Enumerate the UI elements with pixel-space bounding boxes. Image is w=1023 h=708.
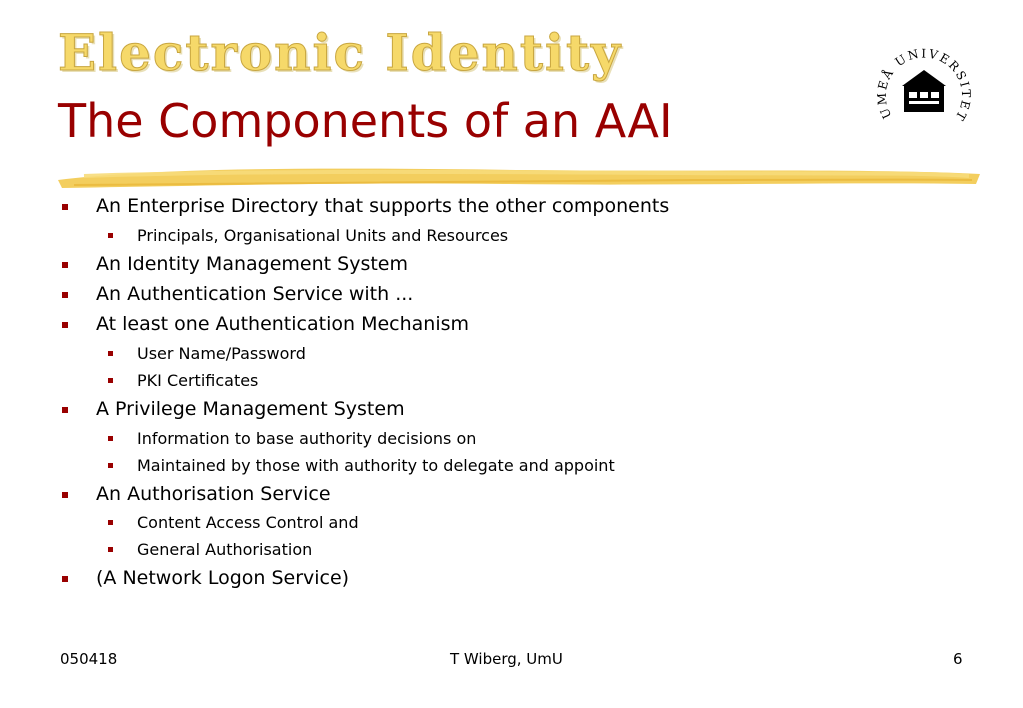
- square-bullet-icon: [62, 262, 68, 268]
- square-bullet-icon: [108, 436, 113, 441]
- square-bullet-icon: [108, 547, 113, 552]
- slide-title: The Components of an AAI: [58, 94, 673, 148]
- square-bullet-icon: [108, 463, 113, 468]
- square-bullet-icon: [108, 378, 113, 383]
- square-bullet-icon: [108, 351, 113, 356]
- footer-date: 050418: [60, 650, 118, 668]
- university-seal-logo: [868, 40, 980, 144]
- logo-ring-text: UMEÅ UNIVERSITET: [874, 46, 974, 125]
- highlighter-stroke: [54, 158, 984, 192]
- footer-author: T Wiberg, UmU: [450, 650, 563, 668]
- slide: Electronic Identity The Components of an AAI UMEÅ UNIVERSITET An Enterprise Directory that supports the other components Principals, Organisational Units and Resources An Identity Management System An Authentication Service with ... At least one Authentication Mechanism User Name/Password PKI Certificates A Privilege Management System Information to base authority decisions on Maintained by those with authority to delegate and appoint An Authorisation Service Content Access Control and General Authorisation (A Network Logon Service) 050418 T Wiberg, UmU 6: [0, 0, 1023, 708]
- square-bullet-icon: [62, 204, 68, 210]
- footer-page-number: 6: [953, 650, 963, 668]
- slide-supertitle: Electronic Identity: [58, 23, 623, 82]
- square-bullet-icon: [62, 322, 68, 328]
- square-bullet-icon: [108, 520, 113, 525]
- square-bullet-icon: [62, 292, 68, 298]
- university-building-icon: [902, 70, 946, 112]
- square-bullet-icon: [62, 407, 68, 413]
- square-bullet-icon: [62, 492, 68, 498]
- square-bullet-icon: [108, 233, 113, 238]
- square-bullet-icon: [62, 576, 68, 582]
